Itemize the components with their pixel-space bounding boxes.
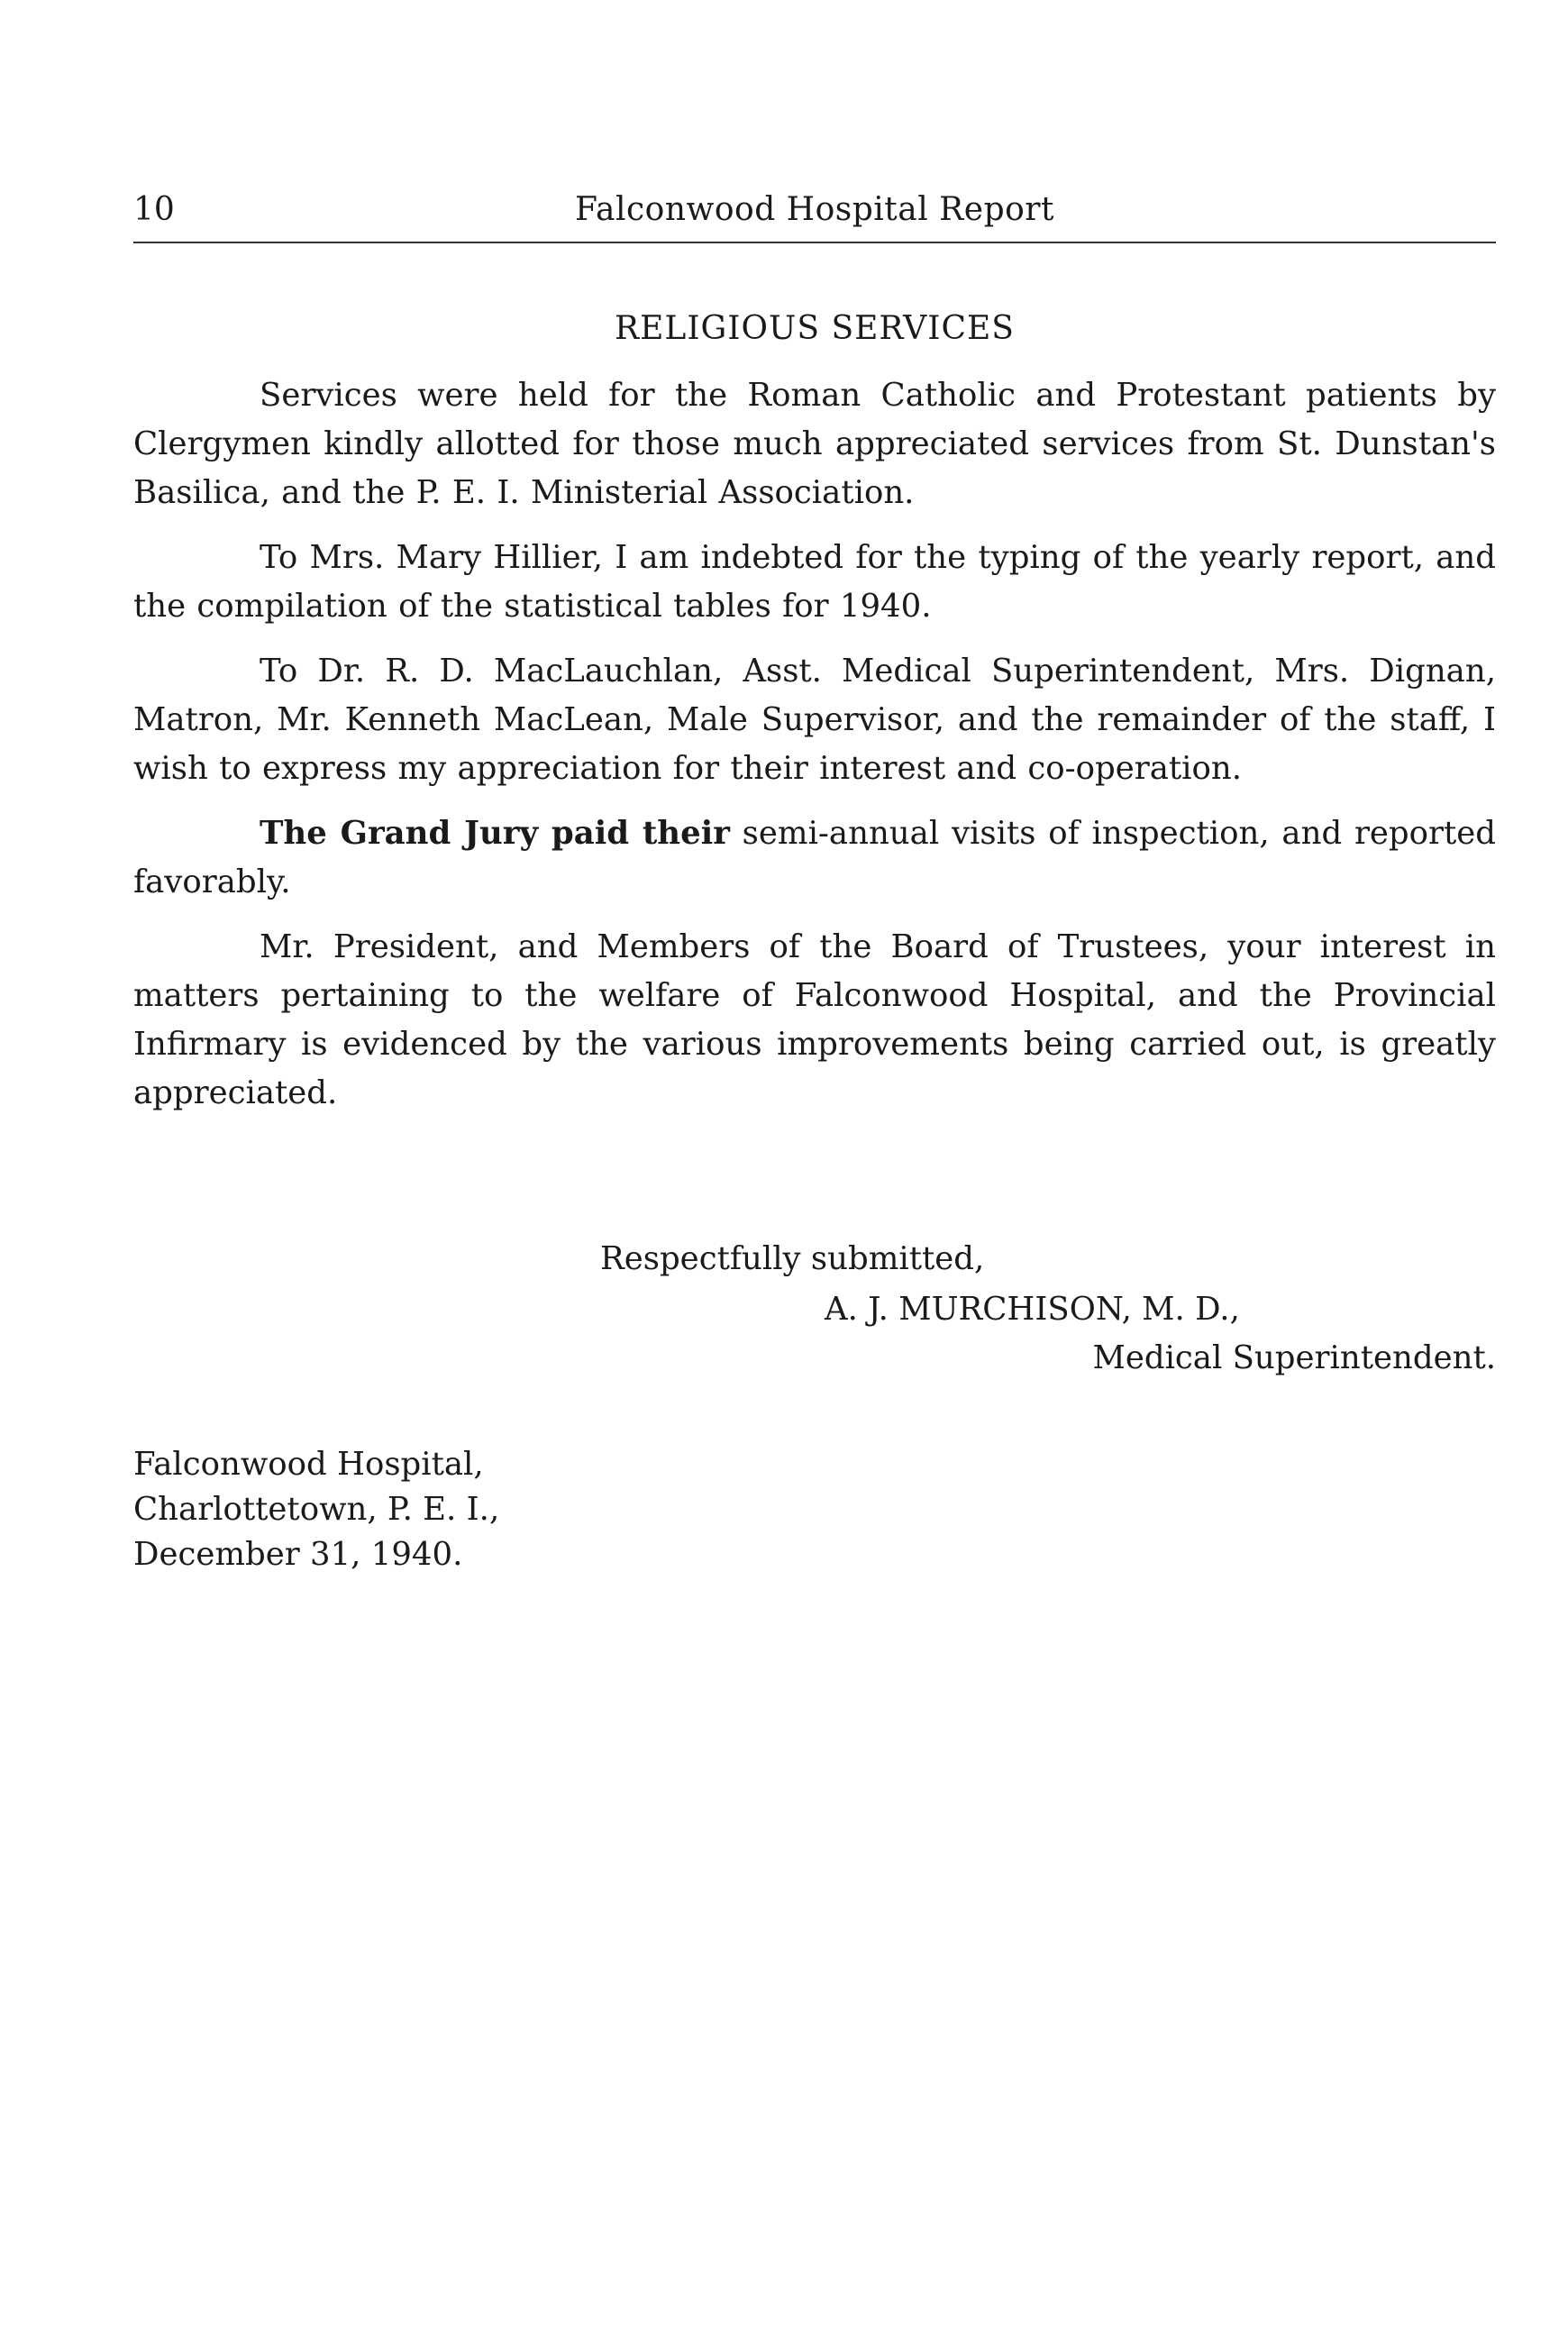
paragraph-typing-acknowledgement: To Mrs. Mary Hillier, I am indebted for the typing of the yearly report, and the compilation of the statistical tables for 1940. bbox=[133, 539, 1496, 625]
section-title: RELIGIOUS SERVICES bbox=[615, 310, 1015, 347]
address-city: Charlottetown, P. E. I., bbox=[133, 1491, 500, 1528]
header-divider bbox=[133, 242, 1496, 243]
paragraph-board-of-trustees: Mr. President, and Members of the Board of Trustees, your interest in matters pertaining to the welfare of Falconwood Hospital, and the Provincial Infirmary is evidenced by the various improvements being carried out, is greatly appreciated. bbox=[133, 928, 1496, 1111]
address-date: December 31, 1940. bbox=[133, 1536, 463, 1573]
signatory-name: A. J. MURCHISON, M. D., bbox=[825, 1291, 1240, 1328]
paragraph-grand-jury bbox=[133, 809, 1496, 907]
signatory-title: Medical Superintendent. bbox=[1092, 1339, 1496, 1376]
running-title: Falconwood Hospital Report bbox=[575, 191, 1054, 228]
paragraph-staff-appreciation: To Dr. R. D. MacLauchlan, Asst. Medical Superintendent, Mrs. Dignan, Matron, Mr. Kenneth MacLean, Male Supervisor, and the remainder of the staff, I wish to express my appreciation for their interest and co-operation. bbox=[133, 653, 1496, 787]
address-institution: Falconwood Hospital, bbox=[133, 1446, 484, 1483]
page-header bbox=[133, 187, 1496, 242]
page-number: 10 bbox=[133, 191, 175, 228]
paragraph-religious-services: Services were held for the Roman Catholic and Protestant patients by Clergymen kindly allotted for those much appreciated services from St. Dunstan's Basilica, and the P. E. I. Ministerial Association. bbox=[133, 377, 1496, 511]
sender-address bbox=[133, 1442, 499, 1577]
grand-jury-bold-lead: The Grand Jury paid their bbox=[260, 815, 730, 852]
report-body bbox=[133, 306, 1496, 1134]
closing-salutation: Respectfully submitted, bbox=[600, 1240, 985, 1277]
grand-jury-text: semi-annual visits of inspection, and reported favorably. bbox=[133, 815, 1496, 900]
